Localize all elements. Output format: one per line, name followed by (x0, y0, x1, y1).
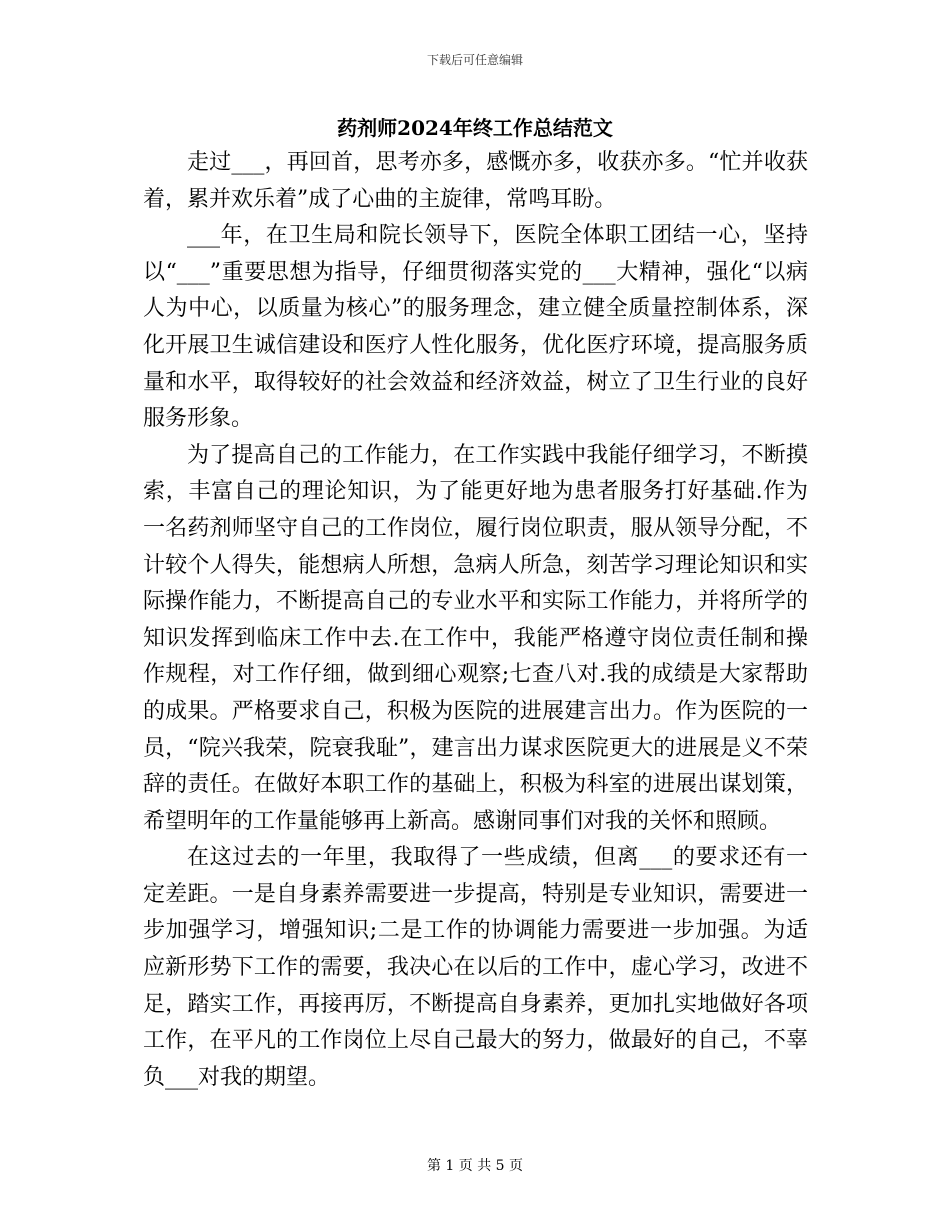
page-number: 第 1 页 共 5 页 (426, 1158, 524, 1174)
document-title: 药剂师2024年终工作总结范文 (337, 116, 613, 140)
paragraph-4: 在这过去的一年里，我取得了一些成绩，但离___的要求还有一定差距。一是自身素养需要进一步提高，特别是专业知识，需要进一步加强学习，增强知识;二是工作的协调能力需要进一步加强。为适应新形势下工作的需要，我决心在以后的工作中，虚心学习，改进不足，踏实工作，再接再厉，不断提高自身素养，更加扎实地做好各项工作，在平凡的工作岗位上尽自己最大的努力，做最好的自己，不辜负___对我的期望。 (143, 845, 808, 1090)
paragraph-2: ___年，在卫生局和院长领导下，医院全体职工团结一心，坚持以“___”重要思想为指导，仔细贯彻落实党的___大精神，强化“以病人为中心，以质量为核心”的服务理念，建立健全质量控制体系，深化开展卫生诚信建设和医疗人性化服务，优化医疗环境，提高服务质量和水平，取得较好的社会效益和经济效益，树立了卫生行业的良好服务形象。 (143, 223, 808, 432)
paragraph-1: 走过___，再回首，思考亦多，感慨亦多，收获亦多。“忙并收获着，累并欢乐着”成了心曲的主旋律，常鸣耳盼。 (143, 150, 808, 212)
document-body (143, 145, 808, 1096)
paragraph-3: 为了提高自己的工作能力，在工作实践中我能仔细学习，不断摸索，丰富自己的理论知识，为了能更好地为患者服务打好基础.作为一名药剂师坚守自己的工作岗位，履行岗位职责，服从领导分配，不计较个人得失，能想病人所想，急病人所急，刻苦学习理论知识和实际操作能力，不断提高自己的专业水平和实际工作能力，并将所学的知识发挥到临床工作中去.在工作中，我能严格遵守岗位责任制和操作规程，对工作仔细，做到细心观察;七查八对.我的成绩是大家帮助的成果。严格要求自己，积极为医院的进展建言出力。作为医院的一员，“院兴我荣，院衰我耻”，建言出力谋求医院更大的进展是义不荣辞的责任。在做好本职工作的基础上，积极为科室的进展出谋划策，希望明年的工作量能够再上新高。感谢同事们对我的关怀和照顾。 (143, 442, 808, 834)
download-note: 下载后可任意编辑 (426, 53, 523, 67)
